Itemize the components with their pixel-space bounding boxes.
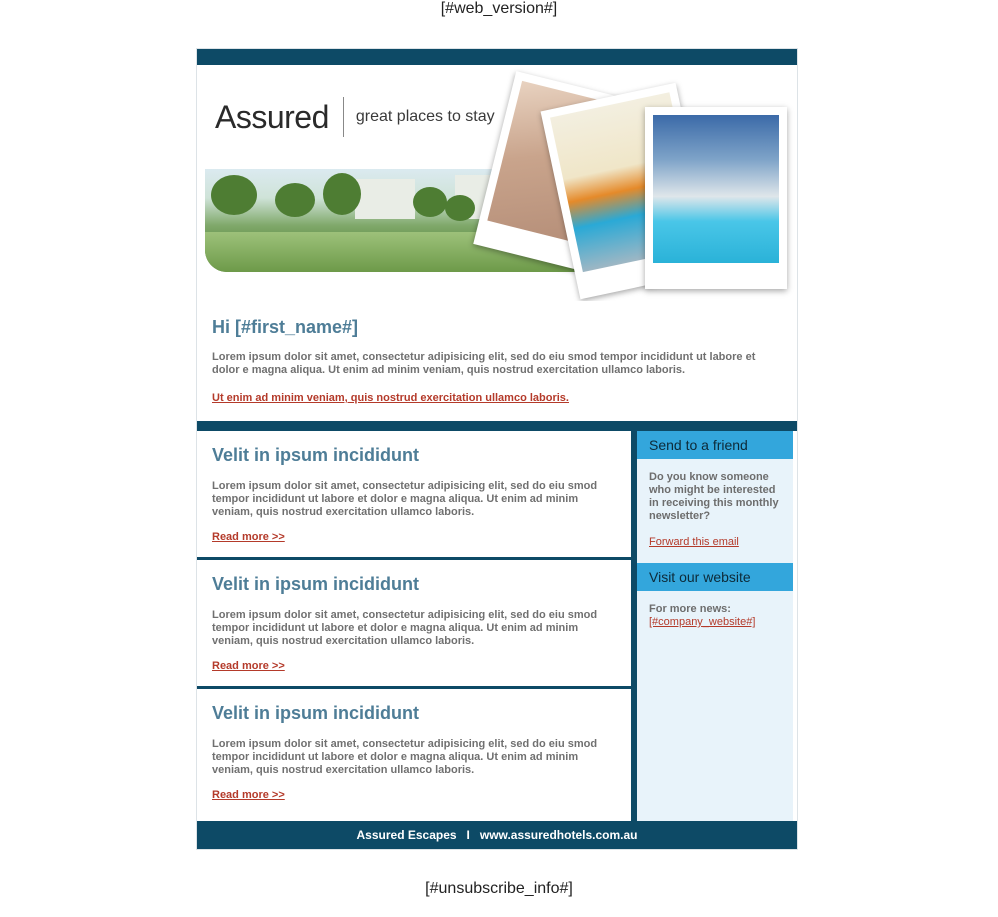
forward-email-link[interactable]: Forward this email — [649, 536, 739, 548]
intro-section — [197, 301, 797, 421]
footer-text: Assured Escapes I www.assuredhotels.com.au — [356, 828, 638, 842]
send-to-friend-text: Do you know someone who might be interested in receiving this monthly newsletter? — [649, 471, 779, 522]
sidebar — [637, 431, 793, 821]
visit-website-text: For more news: — [649, 603, 731, 615]
read-more-link[interactable]: Read more >> — [212, 660, 285, 672]
article-text: Lorem ipsum dolor sit amet, consectetur adipisicing elit, sed do eiu smod tempor incididunt ut labore et dolor e magna aliqua. Ut enim ad minim veniam, quis nostrud exercitation ullamco laboris. — [212, 609, 598, 647]
hero-header — [197, 65, 797, 301]
top-bar — [197, 49, 797, 65]
visit-website-heading: Visit our website — [637, 563, 793, 591]
send-to-friend-body — [637, 459, 793, 563]
footer-bar — [197, 821, 797, 849]
banner-tree — [413, 187, 447, 217]
unsubscribe-placeholder: [#unsubscribe_info#] — [425, 880, 573, 897]
article-item — [197, 560, 631, 689]
logo-tagline: great places to stay — [355, 108, 495, 125]
article-title: Velit in ipsum incididunt — [212, 574, 420, 594]
greeting-heading: Hi [#first_name#] — [212, 317, 359, 337]
intro-paragraph: Lorem ipsum dolor sit amet, consectetur adipisicing elit, sed do eiu smod tempor incididunt ut labore et dolor e magna aliqua. Ut enim ad minim veniam, quis nostrud exercitation ullamco laboris. — [212, 351, 756, 376]
banner-tree — [211, 175, 257, 215]
read-more-link[interactable]: Read more >> — [212, 531, 285, 543]
intro-link[interactable]: Ut enim ad minim veniam, quis nostrud exercitation ullamco laboris. — [212, 392, 569, 404]
company-website-link[interactable]: [#company_website#] — [649, 616, 756, 628]
banner-building — [355, 179, 415, 219]
send-to-friend-heading: Send to a friend — [637, 431, 793, 459]
polaroid-pool-photo — [645, 107, 787, 289]
article-text: Lorem ipsum dolor sit amet, consectetur adipisicing elit, sed do eiu smod tempor incididunt ut labore et dolor e magna aliqua. Ut enim ad minim veniam, quis nostrud exercitation ullamco laboris. — [212, 480, 598, 518]
article-text: Lorem ipsum dolor sit amet, consectetur adipisicing elit, sed do eiu smod tempor incididunt ut labore et dolor e magna aliqua. Ut enim ad minim veniam, quis nostrud exercitation ullamco laboris. — [212, 738, 598, 776]
logo-divider — [343, 97, 344, 137]
articles-column — [197, 431, 637, 821]
banner-tree — [275, 183, 315, 217]
brand-logo — [215, 97, 495, 137]
visit-website-body — [637, 591, 793, 643]
article-item — [197, 431, 631, 560]
article-title: Velit in ipsum incididunt — [212, 445, 420, 465]
read-more-link[interactable]: Read more >> — [212, 789, 285, 801]
logo-wordmark: Assured — [215, 98, 329, 135]
banner-tree — [445, 195, 475, 221]
web-version-placeholder: [#web_version#] — [440, 0, 558, 17]
banner-tree — [323, 173, 361, 215]
newsletter-email — [196, 48, 798, 850]
article-title: Velit in ipsum incididunt — [212, 703, 420, 723]
article-item — [197, 689, 631, 821]
content-columns — [197, 421, 797, 821]
